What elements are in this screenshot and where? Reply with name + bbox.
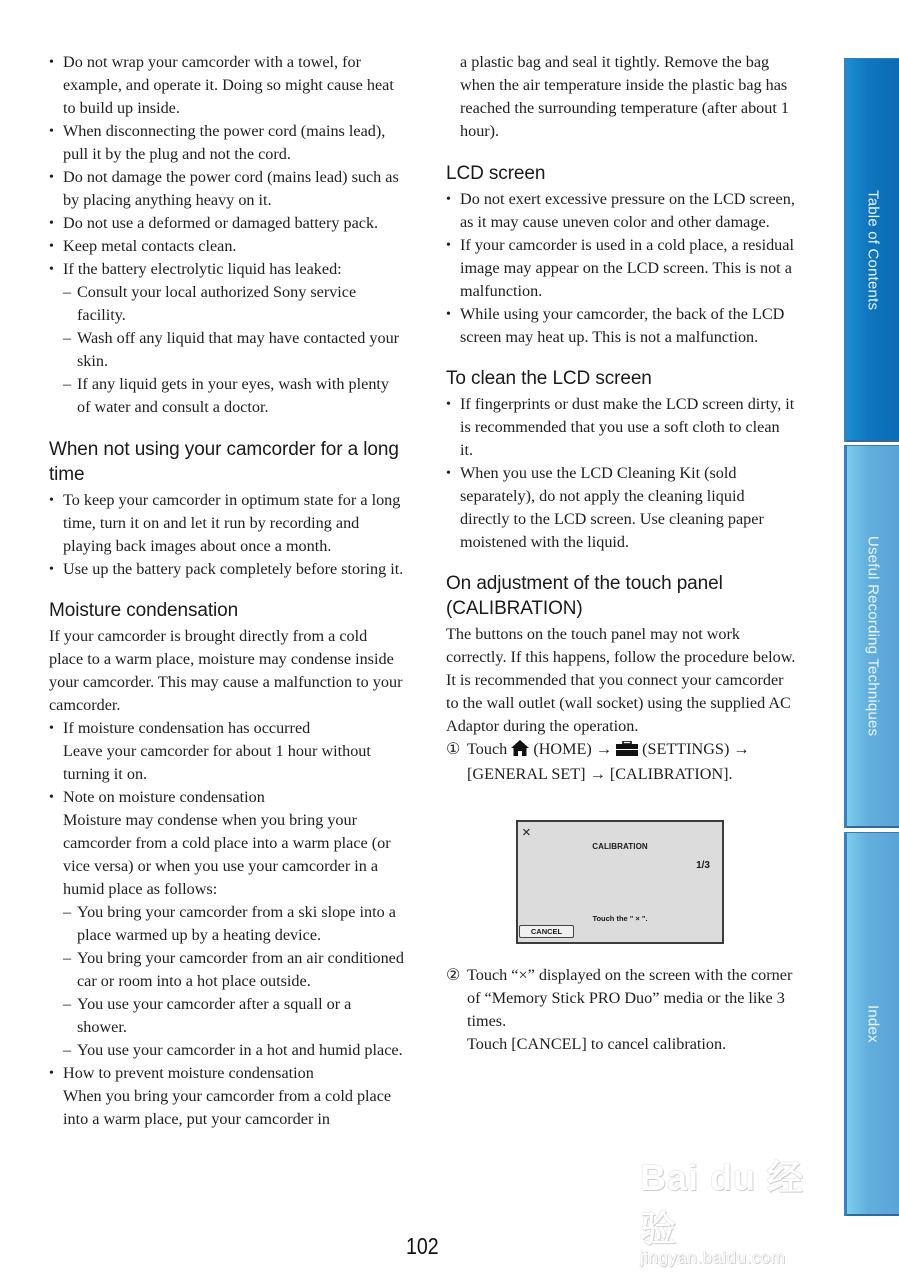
bullet-item: • If fingerprints or dust make the LCD screen dirty, it is recommended that you use a soft cloth to clean it. bbox=[446, 393, 796, 462]
tab-useful-recording-techniques[interactable] bbox=[844, 445, 899, 828]
section-heading-lcd-screen: LCD screen bbox=[446, 163, 546, 184]
section-heading-moisture: Moisture condensation bbox=[49, 600, 239, 621]
watermark-url: jingyan.baidu.com bbox=[640, 1248, 786, 1267]
bullet-item: • Do not damage the power cord (mains lead) such as by placing anything heavy on it. bbox=[49, 166, 404, 212]
section-heading-long-time: When not using your camcorder for a long time bbox=[49, 439, 399, 485]
dash-item: – You use your camcorder after a squall or a shower. bbox=[63, 993, 404, 1039]
bullet-item: • Keep metal contacts clean. bbox=[49, 235, 404, 258]
tab-label: Useful Recording Techniques bbox=[864, 536, 882, 737]
leak-subitem-list bbox=[63, 281, 404, 419]
section-heading-calibration: On adjustment of the touch panel (CALIBRATION) bbox=[446, 573, 723, 619]
watermark-logo: Bai du 经验 bbox=[640, 1157, 805, 1249]
bullet-item: • If the battery electrolytic liquid has leaked: bbox=[49, 258, 404, 281]
bullet-body: Leave your camcorder for about 1 hour without turning it on. bbox=[63, 742, 371, 783]
bullet-item: • While using your camcorder, the back of the LCD screen may heat up. This is not a malfunction. bbox=[446, 303, 796, 349]
baidu-watermark bbox=[640, 1150, 840, 1268]
step-number: ② bbox=[446, 966, 461, 984]
lcd-page-counter: 1/3 bbox=[696, 860, 710, 871]
home-label: (HOME) bbox=[533, 740, 592, 758]
lcd-hint: Touch the " × ". bbox=[592, 914, 648, 923]
close-icon: × bbox=[522, 824, 531, 841]
bullet-item: • Use up the battery pack completely before storing it. bbox=[49, 558, 404, 581]
clean-bullet-list bbox=[446, 393, 796, 554]
bullet-item: • When you use the LCD Cleaning Kit (sold separately), do not apply the cleaning liquid directly to the LCD screen. Use cleaning paper moistened with the liquid. bbox=[446, 462, 796, 554]
dash-item: – You bring your camcorder from a ski slope into a place warmed up by a heating device. bbox=[63, 901, 404, 947]
bullet-item bbox=[49, 1062, 404, 1131]
settings-label: (SETTINGS) bbox=[642, 740, 730, 758]
bullet-item bbox=[49, 717, 404, 786]
arrow-icon: → bbox=[595, 740, 613, 758]
right-column bbox=[446, 51, 796, 1056]
toolbox-icon bbox=[616, 740, 638, 763]
dash-item: – You use your camcorder in a hot and humid place. bbox=[63, 1039, 404, 1062]
calibration-label: [CALIBRATION]. bbox=[609, 765, 733, 783]
left-column bbox=[49, 51, 404, 1131]
bullet-item: • To keep your camcorder in optimum state for a long time, turn it on and let it run by recording and playing back images about once a month. bbox=[49, 489, 404, 558]
step-text: Touch bbox=[467, 740, 508, 758]
bullet-item bbox=[49, 786, 404, 901]
step-1 bbox=[446, 738, 796, 786]
dash-item: – You bring your camcorder from an air conditioned car or room into a hot place outside. bbox=[63, 947, 404, 993]
general-set-label: [GENERAL SET] bbox=[467, 765, 586, 783]
arrow-icon: → bbox=[589, 765, 606, 783]
bullet-item: • If your camcorder is used in a cold place, a residual image may appear on the LCD screen. This is not a malfunction. bbox=[446, 234, 796, 303]
long-time-bullet-list bbox=[49, 489, 404, 581]
arrow-icon: → bbox=[733, 740, 750, 758]
bullet-title: • If moisture condensation has occurred bbox=[63, 719, 311, 737]
safety-bullet-list bbox=[49, 51, 404, 281]
bullet-body: Moisture may condense when you bring your camcorder from a cold place into a warm place (or vice versa) or when you use your camcorder in a humid place as follows: bbox=[63, 811, 391, 898]
step-number: ① bbox=[446, 740, 461, 758]
bullet-item: • Do not exert excessive pressure on the LCD screen, as it may cause uneven color and other damage. bbox=[446, 188, 796, 234]
step-cancel-note: Touch [CANCEL] to cancel calibration. bbox=[467, 1035, 727, 1053]
tab-table-of-contents[interactable] bbox=[844, 58, 899, 442]
section-heading-clean: To clean the LCD screen bbox=[446, 368, 652, 389]
step-text: Touch “×” displayed on the screen with the corner of “Memory Stick PRO Duo” media or the like 3 times. bbox=[467, 966, 793, 1030]
tab-index[interactable] bbox=[844, 832, 899, 1216]
dash-item: – Consult your local authorized Sony service facility. bbox=[63, 281, 404, 327]
lcd-cancel-button: CANCEL bbox=[519, 925, 574, 938]
lcd-bullet-list bbox=[446, 188, 796, 349]
bullet-body: When you bring your camcorder from a cold place into a warm place, put your camcorder in bbox=[63, 1087, 392, 1128]
moisture-cases-list bbox=[63, 901, 404, 1062]
lcd-title: CALIBRATION bbox=[592, 842, 648, 851]
bullet-item: • Do not wrap your camcorder with a towel, for example, and operate it. Doing so might cause heat to build up inside. bbox=[49, 51, 404, 120]
bullet-title: • Note on moisture condensation bbox=[63, 788, 265, 806]
bullet-item: • Do not use a deformed or damaged battery pack. bbox=[49, 212, 404, 235]
lcd-calibration-screen-illustration bbox=[516, 820, 724, 944]
home-icon bbox=[511, 740, 529, 763]
prevent-bullet-list bbox=[49, 1062, 404, 1131]
prevent-continued bbox=[446, 51, 796, 143]
moisture-intro: If your camcorder is brought directly from a cold place to a warm place, moisture may condense inside your camcorder. This may cause a malfunction to your camcorder. bbox=[49, 627, 403, 714]
tab-label: Table of Contents bbox=[864, 189, 882, 311]
dash-item: – Wash off any liquid that may have contacted your skin. bbox=[63, 327, 404, 373]
bullet-title: • How to prevent moisture condensation bbox=[63, 1064, 314, 1082]
bullet-item: • When disconnecting the power cord (mains lead), pull it by the plug and not the cord. bbox=[49, 120, 404, 166]
dash-item: – If any liquid gets in your eyes, wash with plenty of water and consult a doctor. bbox=[63, 373, 404, 419]
continued-text: a plastic bag and seal it tightly. Remove the bag when the air temperature inside the plastic bag has reached the surrounding temperature (after about 1 hour). bbox=[460, 53, 789, 140]
page-number: 102 bbox=[406, 1233, 439, 1259]
calibration-intro: The buttons on the touch panel may not work correctly. If this happens, follow the procedure below. It is recommended that you connect your camcorder to the wall outlet (wall socket) using the supplied AC Adaptor during the operation. bbox=[446, 625, 796, 735]
step-2 bbox=[446, 964, 796, 1056]
tab-label: Index bbox=[864, 1005, 882, 1043]
moisture-bullet-list bbox=[49, 717, 404, 901]
